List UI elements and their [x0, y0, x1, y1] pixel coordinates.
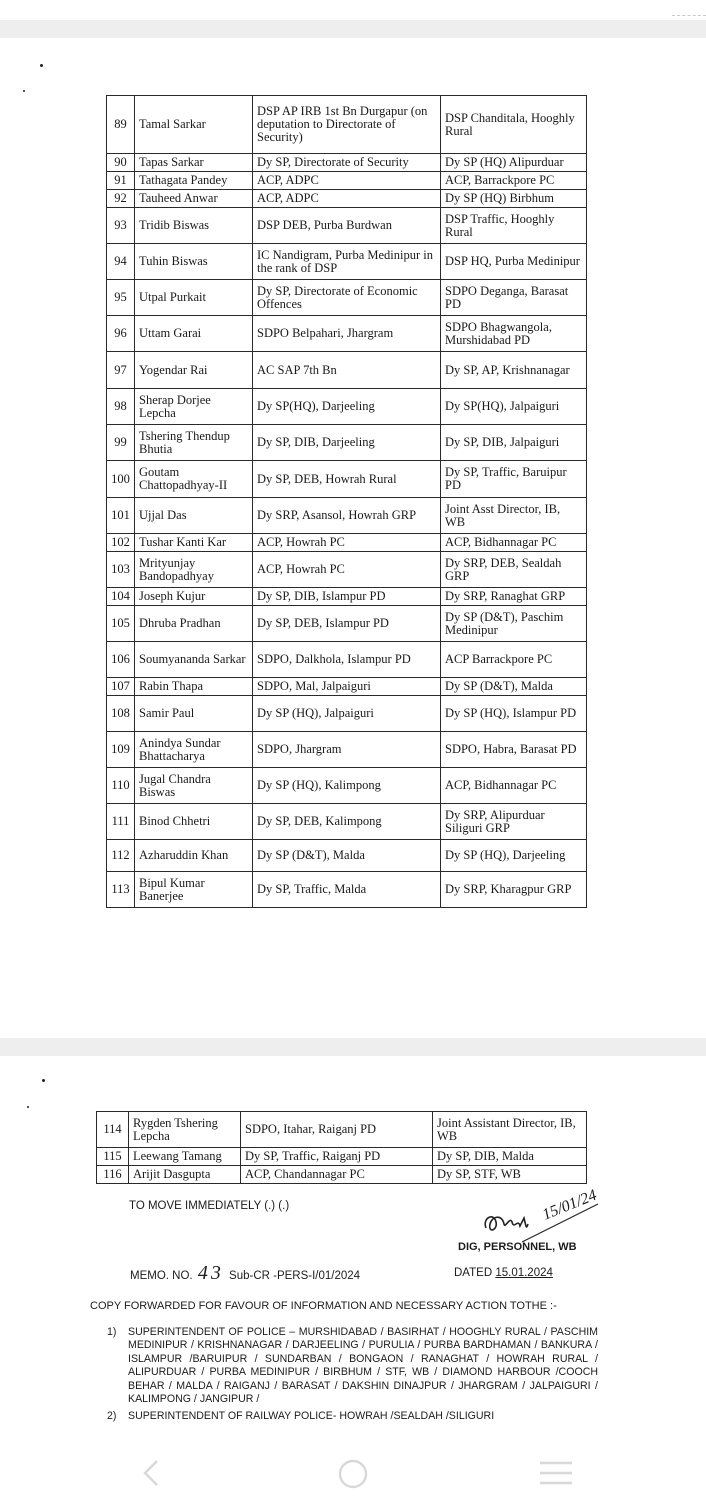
new-posting-cell: Dy SP (D&T), Paschim Medinipur	[441, 606, 587, 642]
serial-number-cell: 108	[107, 696, 135, 732]
present-posting-cell: Dy SP, Traffic, Raiganj PD	[241, 1148, 433, 1166]
present-posting-cell: ACP, Howrah PC	[253, 552, 441, 588]
officer-name-cell: Azharuddin Khan	[135, 840, 253, 872]
table-row	[107, 642, 587, 678]
table-row	[107, 768, 587, 804]
present-posting-cell: Dy SP (HQ), Jalpaiguri	[253, 696, 441, 732]
serial-number-cell: 90	[107, 154, 135, 172]
serial-number-cell: 116	[97, 1166, 129, 1184]
present-posting-cell: ACP, ADPC	[253, 172, 441, 190]
table-row	[107, 534, 587, 552]
list-item	[107, 1410, 598, 1423]
table-row	[107, 552, 587, 588]
table-row	[97, 1166, 587, 1184]
officer-name-cell: Samir Paul	[135, 696, 253, 732]
new-posting-cell: Dy SP, STF, WB	[433, 1166, 587, 1184]
table-row	[107, 696, 587, 732]
officer-name-cell: Sherap Dorjee Lepcha	[135, 389, 253, 425]
present-posting-cell: Dy SP, DEB, Islampur PD	[253, 606, 441, 642]
serial-number-cell: 114	[97, 1112, 129, 1148]
memo-number: 43	[197, 1262, 224, 1284]
new-posting-cell: Dy SP (D&T), Malda	[441, 678, 587, 696]
officer-name-cell: Dhruba Pradhan	[135, 606, 253, 642]
copy-forwarded-heading: COPY FORWARDED FOR FAVOUR OF INFORMATION AND NECESSARY ACTION TOTHE :-	[90, 1300, 557, 1312]
serial-number-cell: 93	[107, 208, 135, 244]
present-posting-cell: Dy SP, DIB, Islampur PD	[253, 588, 441, 606]
officer-name-cell: Leewang Tamang	[129, 1148, 241, 1166]
present-posting-cell: SDPO, Dalkhola, Islampur PD	[253, 642, 441, 678]
officer-name-cell: Rygden Tshering Lepcha	[129, 1112, 241, 1148]
table-row	[97, 1112, 587, 1148]
officer-name-cell: Joseph Kujur	[135, 588, 253, 606]
serial-number-cell: 106	[107, 642, 135, 678]
table-row	[107, 154, 587, 172]
table-row	[107, 352, 587, 389]
present-posting-cell: ACP, Chandannagar PC	[241, 1166, 433, 1184]
new-posting-cell: SDPO Deganga, Barasat PD	[441, 280, 587, 316]
serial-number-cell: 107	[107, 678, 135, 696]
dated-label: DATED	[454, 1267, 493, 1279]
officer-name-cell: Bipul Kumar Banerjee	[135, 872, 253, 908]
table-row	[107, 190, 587, 208]
menu-icon[interactable]	[538, 1458, 574, 1493]
dated-line	[454, 1267, 553, 1279]
serial-number-cell: 98	[107, 389, 135, 425]
new-posting-cell: Joint Assistant Director, IB, WB	[433, 1112, 587, 1148]
officer-name-cell: Arijit Dasgupta	[129, 1166, 241, 1184]
new-posting-cell: Dy SRP, Ranaghat GRP	[441, 588, 587, 606]
scan-speck	[40, 64, 43, 67]
table-row	[107, 606, 587, 642]
recipient-list	[107, 1326, 598, 1423]
new-posting-cell: SDPO, Habra, Barasat PD	[441, 732, 587, 768]
new-posting-cell: Dy SRP, DEB, Sealdah GRP	[441, 552, 587, 588]
table-row	[107, 498, 587, 534]
serial-number-cell: 105	[107, 606, 135, 642]
table-row	[107, 461, 587, 498]
viewer-corner-mark	[672, 15, 706, 16]
list-item-number: 1)	[107, 1326, 117, 1338]
present-posting-cell: SDPO, Jhargram	[253, 732, 441, 768]
present-posting-cell: Dy SRP, Asansol, Howrah GRP	[253, 498, 441, 534]
table-row	[107, 588, 587, 606]
present-posting-cell: DSP DEB, Purba Burdwan	[253, 208, 441, 244]
present-posting-cell: SDPO, Mal, Jalpaiguri	[253, 678, 441, 696]
new-posting-cell: Dy SP(HQ), Jalpaiguri	[441, 389, 587, 425]
new-posting-cell: SDPO Bhagwangola, Murshidabad PD	[441, 316, 587, 352]
officer-name-cell: Tamal Sarkar	[135, 96, 253, 154]
viewer-top-band	[0, 20, 706, 38]
transfer-table-page2	[96, 1111, 587, 1184]
serial-number-cell: 102	[107, 534, 135, 552]
officer-name-cell: Tathagata Pandey	[135, 172, 253, 190]
list-item	[107, 1326, 598, 1406]
officer-name-cell: Mrityunjay Bandopadhyay	[135, 552, 253, 588]
serial-number-cell: 92	[107, 190, 135, 208]
serial-number-cell: 89	[107, 96, 135, 154]
serial-number-cell: 94	[107, 244, 135, 280]
serial-number-cell: 111	[107, 804, 135, 840]
new-posting-cell: Dy SP, DIB, Jalpaiguri	[441, 425, 587, 461]
officer-name-cell: Binod Chhetri	[135, 804, 253, 840]
table-row	[97, 1148, 587, 1166]
serial-number-cell: 112	[107, 840, 135, 872]
present-posting-cell: Dy SP, DIB, Darjeeling	[253, 425, 441, 461]
serial-number-cell: 113	[107, 872, 135, 908]
new-posting-cell: DSP HQ, Purba Medinipur	[441, 244, 587, 280]
present-posting-cell: SDPO, Itahar, Raiganj PD	[241, 1112, 433, 1148]
signature-date: 15/01/24	[540, 1186, 600, 1224]
memo-label: MEMO. NO.	[130, 1270, 193, 1282]
page-separator-band	[0, 1038, 706, 1056]
new-posting-cell: Dy SP, AP, Krishnanagar	[441, 352, 587, 389]
new-posting-cell: Dy SP (HQ), Islampur PD	[441, 696, 587, 732]
new-posting-cell: Dy SP (HQ), Darjeeling	[441, 840, 587, 872]
officer-name-cell: Tauheed Anwar	[135, 190, 253, 208]
serial-number-cell: 100	[107, 461, 135, 498]
table-row	[107, 732, 587, 768]
present-posting-cell: Dy SP (D&T), Malda	[253, 840, 441, 872]
officer-name-cell: Jugal Chandra Biswas	[135, 768, 253, 804]
serial-number-cell: 109	[107, 732, 135, 768]
serial-number-cell: 97	[107, 352, 135, 389]
serial-number-cell: 99	[107, 425, 135, 461]
serial-number-cell: 115	[97, 1148, 129, 1166]
present-posting-cell: SDPO Belpahari, Jhargram	[253, 316, 441, 352]
serial-number-cell: 101	[107, 498, 135, 534]
new-posting-cell: Dy SRP, Alipurduar Siliguri GRP	[441, 804, 587, 840]
new-posting-cell: ACP, Bidhannagar PC	[441, 534, 587, 552]
memo-suffix: Sub-CR -PERS-I/01/2024	[229, 1270, 361, 1282]
memo-line	[130, 1262, 360, 1285]
officer-name-cell: Tridib Biswas	[135, 208, 253, 244]
officer-name-cell: Tapas Sarkar	[135, 154, 253, 172]
officer-name-cell: Yogendar Rai	[135, 352, 253, 389]
dated-value: 15.01.2024	[495, 1267, 553, 1279]
serial-number-cell: 104	[107, 588, 135, 606]
table-row	[107, 389, 587, 425]
table-row	[107, 316, 587, 352]
officer-name-cell: Anindya Sundar Bhattacharya	[135, 732, 253, 768]
table-row	[107, 280, 587, 316]
present-posting-cell: Dy SP, Directorate of Economic Offences	[253, 280, 441, 316]
serial-number-cell: 96	[107, 316, 135, 352]
new-posting-cell: Dy SP (HQ) Birbhum	[441, 190, 587, 208]
present-posting-cell: ACP, ADPC	[253, 190, 441, 208]
table-row	[107, 208, 587, 244]
officer-name-cell: Ujjal Das	[135, 498, 253, 534]
scan-speck	[42, 1079, 45, 1082]
table-row	[107, 172, 587, 190]
back-icon[interactable]	[140, 1458, 162, 1493]
new-posting-cell: Dy SRP, Kharagpur GRP	[441, 872, 587, 908]
present-posting-cell: Dy SP (HQ), Kalimpong	[253, 768, 441, 804]
new-posting-cell: ACP, Bidhannagar PC	[441, 768, 587, 804]
present-posting-cell: Dy SP, Directorate of Security	[253, 154, 441, 172]
new-posting-cell: ACP Barrackpore PC	[441, 642, 587, 678]
present-posting-cell: DSP AP IRB 1st Bn Durgapur (on deputation to Directorate of Security)	[253, 96, 441, 154]
present-posting-cell: Dy SP, Traffic, Malda	[253, 872, 441, 908]
officer-name-cell: Tshering Thendup Bhutia	[135, 425, 253, 461]
transfer-table-page1	[106, 95, 587, 908]
list-item-text: SUPERINTENDENT OF RAILWAY POLICE- HOWRAH /SEALDAH /SILIGURI	[128, 1410, 495, 1423]
officer-name-cell: Rabin Thapa	[135, 678, 253, 696]
officer-name-cell: Tuhin Biswas	[135, 244, 253, 280]
officer-name-cell: Tushar Kanti Kar	[135, 534, 253, 552]
serial-number-cell: 91	[107, 172, 135, 190]
scan-speck	[23, 90, 25, 92]
new-posting-cell: DSP Traffic, Hooghly Rural	[441, 208, 587, 244]
present-posting-cell: Dy SP(HQ), Darjeeling	[253, 389, 441, 425]
table-row	[107, 244, 587, 280]
present-posting-cell: Dy SP, DEB, Howrah Rural	[253, 461, 441, 498]
officer-name-cell: Goutam Chattopadhyay-II	[135, 461, 253, 498]
present-posting-cell: Dy SP, DEB, Kalimpong	[253, 804, 441, 840]
table-row	[107, 840, 587, 872]
present-posting-cell: ACP, Howrah PC	[253, 534, 441, 552]
table-row	[107, 804, 587, 840]
present-posting-cell: AC SAP 7th Bn	[253, 352, 441, 389]
new-posting-cell: Dy SP, DIB, Malda	[433, 1148, 587, 1166]
table-row	[107, 872, 587, 908]
new-posting-cell: ACP, Barrackpore PC	[441, 172, 587, 190]
new-posting-cell: Dy SP (HQ) Alipurduar	[441, 154, 587, 172]
table-row	[107, 96, 587, 154]
serial-number-cell: 110	[107, 768, 135, 804]
table-row	[107, 425, 587, 461]
signatory-designation: DIG, PERSONNEL, WB	[458, 1241, 577, 1253]
list-item-number: 2)	[107, 1410, 117, 1423]
list-item-text: SUPERINTENDENT OF POLICE – MURSHIDABAD / BASIRHAT / HOOGHLY RURAL / PASCHIM MEDINIPUR / KRISHNANAGAR / DARJEELING / PURULIA / PURBA BARDHAMAN / BANKURA / ISLAMPUR /BARUIPUR / SUNDARBAN / BONGAON / RANAGHAT / HOWRAH RURAL / ALIPURDUAR / PURBA MEDINIPUR / BIRBHUM / STF, WB / DIAMOND HARBOUR /COOCH BEHAR / MALDA / RAIGANJ / BARASAT / DAKSHIN DINAJPUR / JHARGRAM / JALPAIGURI / KALIMPONG / JANGIPUR /	[128, 1326, 598, 1406]
scan-speck	[27, 1106, 29, 1108]
officer-name-cell: Uttam Garai	[135, 316, 253, 352]
navigation-bar	[0, 1440, 706, 1503]
new-posting-cell: Dy SP, Traffic, Baruipur PD	[441, 461, 587, 498]
serial-number-cell: 103	[107, 552, 135, 588]
new-posting-cell: Joint Asst Director, IB, WB	[441, 498, 587, 534]
move-immediately-text: TO MOVE IMMEDIATELY (.) (.)	[129, 1200, 290, 1212]
officer-name-cell: Soumyananda Sarkar	[135, 642, 253, 678]
present-posting-cell: IC Nandigram, Purba Medinipur in the rank of DSP	[253, 244, 441, 280]
officer-name-cell: Utpal Purkait	[135, 280, 253, 316]
serial-number-cell: 95	[107, 280, 135, 316]
table-row	[107, 678, 587, 696]
new-posting-cell: DSP Chanditala, Hooghly Rural	[441, 96, 587, 154]
home-icon[interactable]	[337, 1458, 369, 1495]
